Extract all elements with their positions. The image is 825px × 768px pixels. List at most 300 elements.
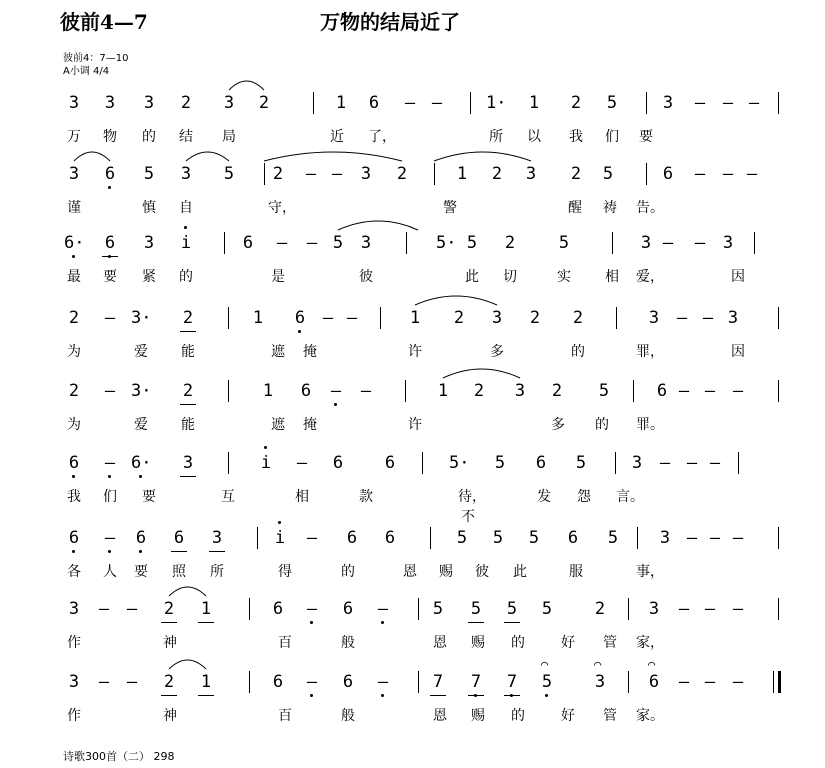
note-text: – [694,164,706,184]
octave-dot-low [381,621,384,624]
note-dash [705,452,725,474]
slur [443,369,520,378]
note-text: 6 [648,672,660,692]
octave-dot-low [108,550,111,553]
note [258,380,278,402]
lyric: 因 [731,269,745,285]
lyric: 遮 [271,344,285,360]
note-text: 3 [514,381,526,401]
note-text: 6 [342,672,354,692]
note [131,307,151,329]
note-text: – [694,233,706,253]
note [466,598,486,620]
lyric: 最 [67,269,81,285]
lyric: 因 [731,344,745,360]
barline [228,307,229,329]
note-text: – [732,672,744,692]
score-row [0,598,825,658]
note [380,527,400,549]
note-text: 3 [211,528,223,548]
beam-underline [504,622,520,623]
lyric: 我 [569,129,583,145]
beam-underline [161,695,177,696]
note [405,307,425,329]
note-dash [672,307,692,329]
barline [249,671,250,693]
note-text: 3 [727,308,739,328]
note-text: 5· [436,233,457,253]
slur [229,81,264,90]
note [500,232,520,254]
note [392,163,412,185]
score-row [0,527,825,587]
note-dash [698,307,718,329]
lyric: 相 [295,489,309,505]
lyric: 多 [551,417,565,433]
note-text: 1 [437,381,449,401]
note [169,527,189,549]
note-dash [718,163,738,185]
barline [646,163,647,185]
note-text: 3 [662,93,674,113]
note-dash [728,380,748,402]
note-dash [326,380,346,402]
note-text: – [704,599,716,619]
note-dash [272,232,292,254]
note [178,452,198,474]
lyric: 照 [172,564,186,580]
lyric: 要 [134,564,148,580]
note-dash [342,307,362,329]
final-barline-thin [773,671,774,693]
note-dash [292,452,312,474]
note-text: 2 [68,308,80,328]
note-dash [400,92,420,114]
slur [169,587,206,596]
note-text: 6 [567,528,579,548]
lyric: 神 [163,635,177,651]
note-text: 6 [384,528,396,548]
note-text: 1 [456,164,468,184]
lyric: 此 [513,564,527,580]
note-text: – [104,381,116,401]
beam-underline [430,695,446,696]
slur [186,152,229,161]
note [238,232,258,254]
note-text: 3 [648,599,660,619]
note-text: 3 [648,308,660,328]
note-text: 3 [360,233,372,253]
note-dash [728,671,748,693]
note-text: 5 [575,453,587,473]
score-row [0,380,825,440]
note-text: 1 [252,308,264,328]
lyric: 万 [67,129,81,145]
note-text: 3 [640,233,652,253]
note-dash [301,163,321,185]
note [502,671,522,693]
note [268,671,288,693]
lyric: 此 [465,269,479,285]
lyric: 为 [67,344,81,360]
note [131,380,151,402]
note [64,92,84,114]
note-text: – [732,528,744,548]
note [338,598,358,620]
note-text: 1 [409,308,421,328]
note-text: 1 [200,672,212,692]
note-text: i [260,453,272,473]
note [270,527,290,549]
note-dash [302,671,322,693]
note [452,163,472,185]
note-text: 1 [262,381,274,401]
note-dash [100,527,120,549]
octave-dot-low [72,255,75,258]
beam-underline [180,404,196,405]
barline [754,232,755,254]
beam-underline [504,695,520,696]
note-text: 3 [594,672,606,692]
note-text: – [360,381,372,401]
octave-dot-low [545,694,548,697]
lyric: 慎 [142,200,156,216]
note-text: 2 [453,308,465,328]
note-text: 3· [131,381,152,401]
lyric: 互 [221,489,235,505]
lyric: 彼 [475,564,489,580]
note-text: – [296,453,308,473]
note-text: 2 [182,308,194,328]
note-text: 3 [631,453,643,473]
octave-dot-low [310,694,313,697]
lyric: 近 [330,129,344,145]
lyric: 告。 [636,200,664,216]
note-text: – [104,308,116,328]
note-dash [658,232,678,254]
lyric: 许 [408,417,422,433]
note-text: – [330,381,342,401]
note-text: 1 [200,599,212,619]
lyric: 赐 [471,635,485,651]
note-text: 3 [223,93,235,113]
note [64,380,84,402]
note [486,92,506,114]
lyric: 罪， [636,344,664,360]
lyric: 百 [278,708,292,724]
note-text: – [686,528,698,548]
note [178,307,198,329]
note-text: – [704,672,716,692]
note-dash [682,452,702,474]
barline [470,92,471,114]
beam-underline [468,695,484,696]
note [554,232,574,254]
note-text: 2 [529,308,541,328]
lyric: 发 [537,489,551,505]
lyric: 作 [67,635,81,651]
note-text: – [377,599,389,619]
lyric: 结 [179,129,193,145]
note-text: 3 [491,308,503,328]
note-text: – [322,308,334,328]
lyric: 醒 [568,200,582,216]
note-text: 2 [272,164,284,184]
note-text: 3 [143,233,155,253]
note [100,92,120,114]
note [64,307,84,329]
lyric: 相 [605,269,619,285]
barline [778,92,779,114]
note-text: 5 [528,528,540,548]
lyric: 百 [278,635,292,651]
note [380,452,400,474]
note [658,92,678,114]
scripture-reference: 彼前4—7 [60,10,148,34]
octave-dot-high [184,226,187,229]
lyric: 掩 [303,344,317,360]
octave-dot-low [108,186,111,189]
lyric: 祷 [603,200,617,216]
slur [74,152,110,161]
note [590,598,610,620]
barline [418,598,419,620]
note-text: 6 [662,164,674,184]
note [571,452,591,474]
note-text: 2 [473,381,485,401]
note-text: – [676,308,688,328]
note [268,163,288,185]
note-text: – [704,381,716,401]
note-text: – [104,528,116,548]
barline [430,527,431,549]
note-text: – [306,528,318,548]
note-text: 3 [68,672,80,692]
lyric: 以 [527,129,541,145]
note-dash [682,527,702,549]
note [537,598,557,620]
note-text: 6 [242,233,254,253]
note [342,527,362,549]
note-text: 5 [494,453,506,473]
note-text: 5 [492,528,504,548]
note [131,527,151,549]
lyric: 家。 [636,708,664,724]
note-text: – [98,672,110,692]
note-text: 7 [432,672,444,692]
note-dash [700,671,720,693]
lyric: 爱 [134,344,148,360]
note [64,232,84,254]
note-text: 5 [506,599,518,619]
note [449,307,469,329]
note-text: 2 [570,93,582,113]
note [290,307,310,329]
note-text: – [694,93,706,113]
note-text: 2 [396,164,408,184]
note [428,671,448,693]
note [644,598,664,620]
lyric: 神 [163,708,177,724]
note-dash [302,527,322,549]
beam-underline [198,695,214,696]
lyric: 为 [67,417,81,433]
lyric: 切 [503,269,517,285]
note-text: 6 [272,672,284,692]
note-dash [427,92,447,114]
lyric: 我 [67,489,81,505]
note-text: – [732,599,744,619]
note [254,92,274,114]
note-text: 2 [491,164,503,184]
note-text: 5 [541,599,553,619]
note [64,598,84,620]
barline [264,163,265,185]
note-text: 5 [541,672,553,692]
lyric: 谨 [67,200,81,216]
lyric: 的 [571,344,585,360]
note [196,598,216,620]
note-dash [94,671,114,693]
meta-verses: 彼前4：7—10 [63,53,129,64]
note-text: 5 [598,381,610,401]
note-text: – [331,164,343,184]
note-text: – [702,308,714,328]
note-text: 3 [659,528,671,548]
lyric: 赐 [471,708,485,724]
note-text: 2 [182,381,194,401]
lyric: 管 [603,635,617,651]
barline [313,92,314,114]
barline [628,598,629,620]
note-dash [122,671,142,693]
note-text: 2 [258,93,270,113]
lyric: 自 [179,200,193,216]
lyric: 恩 [433,708,447,724]
note [176,232,196,254]
note [490,452,510,474]
note-text: 3· [131,308,152,328]
octave-dot-low [72,475,75,478]
note [466,671,486,693]
lyric: 的 [511,635,525,651]
barline [418,671,419,693]
note-dash [302,598,322,620]
lyric: 能 [181,417,195,433]
note [627,452,647,474]
lyric: 许 [408,344,422,360]
barline [380,307,381,329]
lyric: 们 [103,489,117,505]
note [64,671,84,693]
note-text: – [722,164,734,184]
note-text: 6 [68,528,80,548]
note-dash [100,307,120,329]
lyric: 款 [359,489,373,505]
footer-page: 诗歌300首（二） 298 [63,750,175,763]
note-text: 5 [223,164,235,184]
note [219,92,239,114]
barline [406,232,407,254]
note [100,163,120,185]
barline [228,380,229,402]
slur [434,152,531,161]
note [644,307,664,329]
note [176,92,196,114]
note [655,527,675,549]
note [176,163,196,185]
fermata-icon: ⌒ [594,657,602,671]
song-title: 万物的结局近了 [320,10,460,34]
octave-dot-low [298,330,301,333]
note [356,163,376,185]
note [568,307,588,329]
note-text: 6 [535,453,547,473]
note [449,452,469,474]
note-text: 5 [332,233,344,253]
note [537,657,557,693]
note-text: – [748,93,760,113]
barline [738,452,739,474]
note [328,452,348,474]
lyric: 的 [142,129,156,145]
score-row [0,92,825,152]
note-text: 5 [432,599,444,619]
note-text: 2 [180,93,192,113]
note-text: – [404,93,416,113]
beam-underline [171,551,187,552]
lyric: 爱， [636,269,664,285]
note-text: – [276,233,288,253]
note [566,163,586,185]
note [566,92,586,114]
lyric: 言。 [616,489,644,505]
barline [615,452,616,474]
note [219,163,239,185]
note [547,380,567,402]
note-dash [318,307,338,329]
note [328,232,348,254]
note-dash [728,598,748,620]
beam-underline [161,622,177,623]
note-dash [373,598,393,620]
note-text: – [678,599,690,619]
note [248,307,268,329]
note-text: – [377,672,389,692]
lyric: 是 [271,269,285,285]
note-text: 6 [300,381,312,401]
lyric: 好 [561,635,575,651]
lyric: 管 [603,708,617,724]
note-text: 3 [68,93,80,113]
score-row [0,452,825,525]
note-text: – [306,233,318,253]
score-row [0,232,825,292]
lyric: 要 [103,269,117,285]
lyric: 紧 [142,269,156,285]
note-text: 3 [68,164,80,184]
note-text: i [274,528,286,548]
note-text: 3 [68,599,80,619]
note-dash [674,671,694,693]
note [356,232,376,254]
lyric: 们 [605,129,619,145]
note-text: 5 [470,599,482,619]
note-text: 7 [470,672,482,692]
lyric: 遮 [271,417,285,433]
note-dash [327,163,347,185]
note [196,671,216,693]
